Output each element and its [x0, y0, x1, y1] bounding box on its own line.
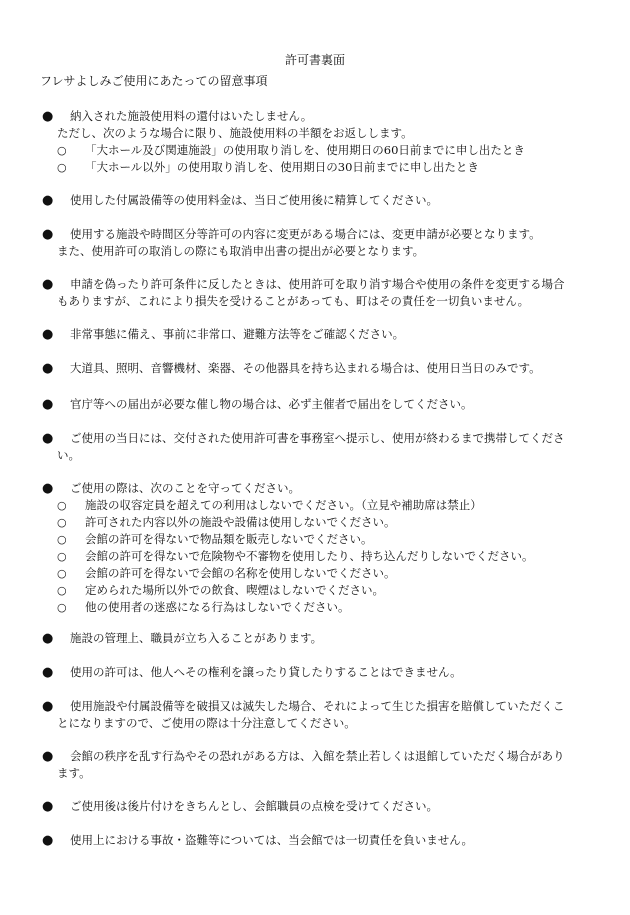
circle-icon: ○ [57, 533, 67, 546]
notice-item [42, 192, 587, 209]
notice-item [42, 276, 587, 310]
bullet-icon: ● [42, 665, 54, 680]
sub-item [57, 599, 587, 616]
bullet-icon: ● [42, 397, 54, 412]
sub-item [57, 142, 587, 159]
sub-item [57, 565, 587, 582]
notice-item [42, 630, 587, 647]
sub-item [57, 514, 587, 531]
bullet-icon: ● [42, 193, 54, 208]
circle-icon: ○ [57, 499, 67, 512]
sub-item-text: 施設の収容定員を超えての利用はしないでください。（立見や補助席は禁止） [85, 498, 482, 512]
notice-item [42, 748, 587, 782]
bullet-icon: ● [42, 277, 54, 292]
sub-item [57, 159, 587, 176]
sub-item-text: 許可された内容以外の施設や設備は使用しないでください。 [85, 515, 396, 529]
notice-continuation: ます。 [57, 766, 91, 780]
sub-item-text: 会館の許可を得ないで会館の名称を使用しないでください。 [85, 566, 396, 580]
circle-icon: ○ [57, 584, 67, 597]
notice-item [42, 226, 587, 260]
circle-icon: ○ [57, 161, 67, 174]
notice-continuation: とになりますので、ご使用の際は十分注意してください。 [57, 716, 356, 730]
sub-item-text: 定められた場所以外での飲食、喫煙はしないでください。 [85, 583, 384, 597]
notice-text: 使用上における事故・盗難等については、当会館では一切責任を負いません。 [70, 833, 473, 847]
sub-item-text: 会館の許可を得ないで物品類を販売しないでください。 [85, 532, 373, 546]
sub-item-text: 他の使用者の迷惑になる行為はしないでください。 [85, 600, 350, 614]
notice-text: 施設の管理上、職員が立ち入ることがあります。 [70, 631, 323, 645]
notice-item [42, 698, 587, 732]
notice-text: 会館の秩序を乱す行為やその恐れがある方は、入館を禁止若しくは退館していただく場合があり [70, 749, 565, 763]
bullet-icon: ● [42, 749, 54, 764]
notice-item [42, 108, 587, 176]
bullet-icon: ● [42, 109, 54, 124]
bullet-icon: ● [42, 631, 54, 646]
notice-text: 申請を偽ったり許可条件に反したときは、使用許可を取り消す場合や使用の条件を変更する場合 [70, 277, 565, 291]
bullet-icon: ● [42, 699, 54, 714]
notice-text: 使用施設や付属設備等を破損又は滅失した場合、それによって生じた損害を賠償していただくこ [70, 699, 565, 713]
notice-continuation: また、使用許可の取消しの際にも取消申出書の提出が必要となります。 [57, 244, 425, 258]
bullet-icon: ● [42, 431, 54, 446]
notice-item [42, 396, 587, 413]
bullet-icon: ● [42, 799, 54, 814]
notice-text: 納入された施設使用料の還付はいたしません。 [70, 109, 313, 123]
notice-continuation: もありますが、これにより損失を受けることがあっても、町はその責任を一切負いません。 [57, 294, 530, 308]
bullet-icon: ● [42, 481, 54, 496]
page-title: 許可書裏面 [284, 53, 345, 67]
circle-icon: ○ [57, 601, 67, 614]
notice-item [42, 360, 587, 377]
notice-item [42, 832, 587, 849]
page-subtitle: フレサよしみご使用にあたっての留意事項 [40, 74, 268, 88]
bullet-icon: ● [42, 361, 54, 376]
sub-item-text: 「大ホール及び関連施設」の使用取り消しを、使用期日の60日前までに申し出たとき [85, 143, 525, 157]
circle-icon: ○ [57, 567, 67, 580]
notice-text: ご使用後は後片付けをきちんとし、会館職員の点検を受けてください。 [70, 799, 438, 813]
notice-text: 使用の許可は、他人へその権利を譲ったり貸したりすることはできません。 [70, 665, 462, 679]
notice-text: ご使用の際は、次のことを守ってください。 [70, 481, 300, 495]
sub-item [57, 497, 587, 514]
notice-item [42, 480, 587, 616]
notice-text: 大道具、照明、音響機材、楽器、その他器具を持ち込まれる場合は、使用日当日のみです。 [70, 361, 541, 375]
notice-item [42, 664, 587, 681]
notice-text: 非常事態に備え、事前に非常口、避難方法等をご確認ください。 [70, 327, 405, 341]
bullet-icon: ● [42, 833, 54, 848]
circle-icon: ○ [57, 516, 67, 529]
notice-continuation: い。 [57, 448, 80, 462]
notice-item [42, 798, 587, 815]
circle-icon: ○ [57, 550, 67, 563]
notice-item [42, 326, 587, 343]
notice-text: 官庁等への届出が必要な催し物の場合は、必ず主催者で届出をしてください。 [70, 397, 473, 411]
notice-text: ご使用の当日には、交付された使用許可書を事務室へ提示し、使用が終わるまで携帯してくださ [70, 431, 565, 445]
sub-item [57, 531, 587, 548]
notice-continuation: ただし、次のような場合に限り、施設使用料の半額をお返しします。 [57, 126, 413, 140]
bullet-icon: ● [42, 227, 54, 242]
sub-item [57, 548, 587, 565]
circle-icon: ○ [57, 144, 67, 157]
notice-item [42, 430, 587, 464]
notice-text: 使用する施設や時間区分等許可の内容に変更がある場合には、変更申請が必要となります。 [70, 227, 541, 241]
sub-item-text: 会館の許可を得ないで危険物や不審物を使用したり、持ち込んだりしないでください。 [85, 549, 534, 563]
sub-item-text: 「大ホール以外」の使用取り消しを、使用期日の30日前までに申し出たとき [85, 160, 479, 174]
bullet-icon: ● [42, 327, 54, 342]
notice-text: 使用した付属設備等の使用料金は、当日ご使用後に精算してください。 [70, 193, 438, 207]
sub-item [57, 582, 587, 599]
